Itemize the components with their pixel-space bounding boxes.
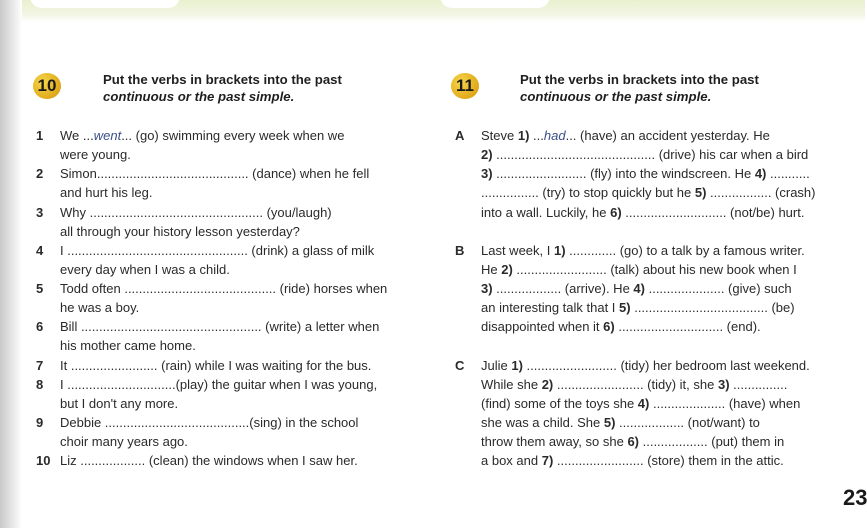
- item-number: 7: [36, 358, 44, 373]
- exercise-10-badge: [33, 73, 61, 99]
- item-number: 10: [36, 453, 51, 468]
- line-text: (find) some of the toys she: [481, 396, 638, 411]
- line-text[interactable]: .................. (put) them in: [639, 434, 785, 449]
- line-text[interactable]: ..................................... (be): [630, 300, 795, 315]
- item-number: 1: [36, 128, 44, 143]
- line-text[interactable]: .................... (have) when: [649, 396, 801, 411]
- line-text[interactable]: Todd often .......................................... (ride) horses when: [60, 281, 388, 296]
- ex10-line: [36, 204, 332, 221]
- gap-number: 6): [610, 205, 622, 220]
- line-text[interactable]: ......................... (tidy) her bedroom last weekend.: [522, 358, 810, 373]
- ex10-line: but I don't any more.: [60, 396, 179, 411]
- line-text: While she: [481, 377, 542, 392]
- exercise-10-instruction: [103, 71, 342, 105]
- ex11-line: [481, 376, 787, 393]
- ex10-line: were young.: [60, 147, 131, 162]
- ex11-line: [481, 433, 784, 450]
- line-text: disappointed when it: [481, 319, 604, 334]
- gap-number: 5): [619, 300, 631, 315]
- exercise-10-number: 10: [37, 76, 57, 95]
- ex10-line: he was a boy.: [60, 300, 140, 315]
- ex11-line: [481, 395, 800, 412]
- line-text[interactable]: I ..............................(play) the guitar when I was young,: [60, 377, 378, 392]
- ex11-line: [481, 165, 810, 182]
- line-text: He: [481, 262, 502, 277]
- line-text: Julie: [481, 358, 512, 373]
- ex11-line: [481, 280, 792, 297]
- line-text[interactable]: Debbie ........................................(sing) in the school: [60, 415, 359, 430]
- ex11-line: [481, 318, 761, 335]
- item-number: 9: [36, 415, 44, 430]
- exercise-11-badge: [451, 73, 479, 99]
- line-text: ...: [529, 128, 544, 143]
- ex10-line: choir many years ago.: [60, 434, 188, 449]
- gap-number: 4): [637, 396, 650, 411]
- instruction-line-1: Put the verbs in brackets into the past: [520, 72, 759, 87]
- ex10-line: [36, 318, 379, 335]
- line-text[interactable]: Simon.......................................... (dance) when he fell: [60, 166, 370, 181]
- example-answer: went: [93, 128, 122, 143]
- ex10-line: [36, 414, 358, 431]
- ex10-line: his mother came home.: [60, 338, 196, 353]
- line-text: a box and: [481, 453, 542, 468]
- instruction-line-1: Put the verbs in brackets into the past: [103, 72, 342, 87]
- line-text[interactable]: ........................ (store) them in the attic.: [553, 453, 784, 468]
- page-binding-shadow: [0, 0, 22, 528]
- instruction-line-2: continuous or the past simple.: [103, 89, 295, 104]
- gap-number: 4): [633, 281, 645, 296]
- ex11-line: [455, 357, 810, 374]
- line-text: ... (go) swimming every week when we: [121, 128, 345, 143]
- gap-number: 3): [481, 166, 493, 181]
- top-decorative-band: [0, 0, 865, 22]
- ex10-line: and hurt his leg.: [60, 185, 153, 200]
- line-text[interactable]: ..................... (give) such: [644, 281, 792, 296]
- gap-number: 4): [754, 166, 767, 181]
- top-illustration-edge: [30, 0, 180, 8]
- top-illustration-edge: [440, 0, 550, 8]
- gap-number: 7): [541, 453, 554, 468]
- ex10-line: [36, 280, 387, 297]
- ex11-line: [455, 127, 770, 144]
- ex11-line: [481, 452, 784, 469]
- line-text[interactable]: Why ................................................ (you/laugh): [60, 205, 332, 220]
- line-text[interactable]: I .................................................. (drink) a glass of milk: [60, 243, 375, 258]
- ex11-line: [481, 204, 804, 221]
- gap-number: 1): [553, 243, 566, 258]
- line-text: Last week, I: [481, 243, 554, 258]
- line-text[interactable]: ......................... (fly) into the windscreen. He: [492, 166, 755, 181]
- line-text[interactable]: .................. (arrive). He: [492, 281, 634, 296]
- item-number: 3: [36, 205, 44, 220]
- line-text[interactable]: ................. (crash): [706, 185, 816, 200]
- section-letter: C: [455, 358, 465, 373]
- section-letter: A: [455, 128, 465, 143]
- ex10-line: [36, 376, 377, 393]
- line-text[interactable]: ............. (go) to a talk by a famous writer.: [565, 243, 805, 258]
- line-text[interactable]: It ........................ (rain) while I was waiting for the bus.: [60, 358, 372, 373]
- line-text: Steve: [481, 128, 518, 143]
- line-text[interactable]: ...............: [729, 377, 788, 392]
- ex10-line: [36, 452, 358, 469]
- line-text[interactable]: ...........: [766, 166, 810, 181]
- line-text: an interesting talk that I: [481, 300, 620, 315]
- ex11-line: [481, 299, 795, 316]
- line-text[interactable]: .................. (not/want) to: [615, 415, 760, 430]
- line-text[interactable]: ............................. (end).: [614, 319, 761, 334]
- gap-number: 6): [603, 319, 615, 334]
- example-answer: had: [543, 128, 566, 143]
- line-text: she was a child. She: [481, 415, 604, 430]
- line-text[interactable]: Bill .................................................. (write) a letter when: [60, 319, 380, 334]
- ex11-line: [481, 414, 760, 431]
- line-text[interactable]: Liz .................. (clean) the windows when I saw her.: [60, 453, 358, 468]
- gap-number: 3): [717, 377, 730, 392]
- item-number: 8: [36, 377, 44, 392]
- item-number: 4: [36, 243, 44, 258]
- section-letter: B: [455, 243, 465, 258]
- ex11-line: [481, 261, 797, 278]
- ex10-line: every day when I was a child.: [60, 262, 230, 277]
- gap-number: 1): [511, 358, 523, 373]
- gap-number: 3): [481, 281, 493, 296]
- gap-number: 2): [501, 262, 513, 277]
- exercise-11-instruction: [520, 71, 759, 105]
- ex11-line: [455, 242, 805, 259]
- line-text: throw them away, so she: [481, 434, 628, 449]
- line-text[interactable]: ............................................ (drive) his car when a bird: [492, 147, 809, 162]
- page-number: 23: [843, 485, 867, 510]
- item-number: 2: [36, 166, 44, 181]
- gap-number: 2): [541, 377, 554, 392]
- ex10-line: [36, 127, 344, 144]
- ex10-line: [36, 357, 371, 374]
- gap-number: 2): [481, 147, 493, 162]
- exercise-11-number: 11: [456, 76, 474, 95]
- line-text: into a wall. Luckily, he: [481, 205, 611, 220]
- item-number: 5: [36, 281, 44, 296]
- gap-number: 1): [517, 128, 530, 143]
- line-text: ... (have) an accident yesterday. He: [565, 128, 770, 143]
- ex10-line: [36, 165, 369, 182]
- ex10-line: all through your history lesson yesterday?: [60, 224, 300, 239]
- ex11-line: [481, 184, 816, 201]
- gap-number: 5): [603, 415, 616, 430]
- line-text[interactable]: ........................ (tidy) it, she: [553, 377, 718, 392]
- line-text: We ...: [60, 128, 94, 143]
- line-text[interactable]: ................ (try) to stop quickly but he: [481, 185, 695, 200]
- line-text[interactable]: ............................ (not/be) hurt.: [621, 205, 805, 220]
- instruction-line-2: continuous or the past simple.: [520, 89, 712, 104]
- gap-number: 5): [694, 185, 707, 200]
- line-text[interactable]: ......................... (talk) about his new book when I: [512, 262, 797, 277]
- ex11-line: [481, 146, 808, 163]
- gap-number: 6): [627, 434, 639, 449]
- ex10-line: [36, 242, 374, 259]
- item-number: 6: [36, 319, 44, 334]
